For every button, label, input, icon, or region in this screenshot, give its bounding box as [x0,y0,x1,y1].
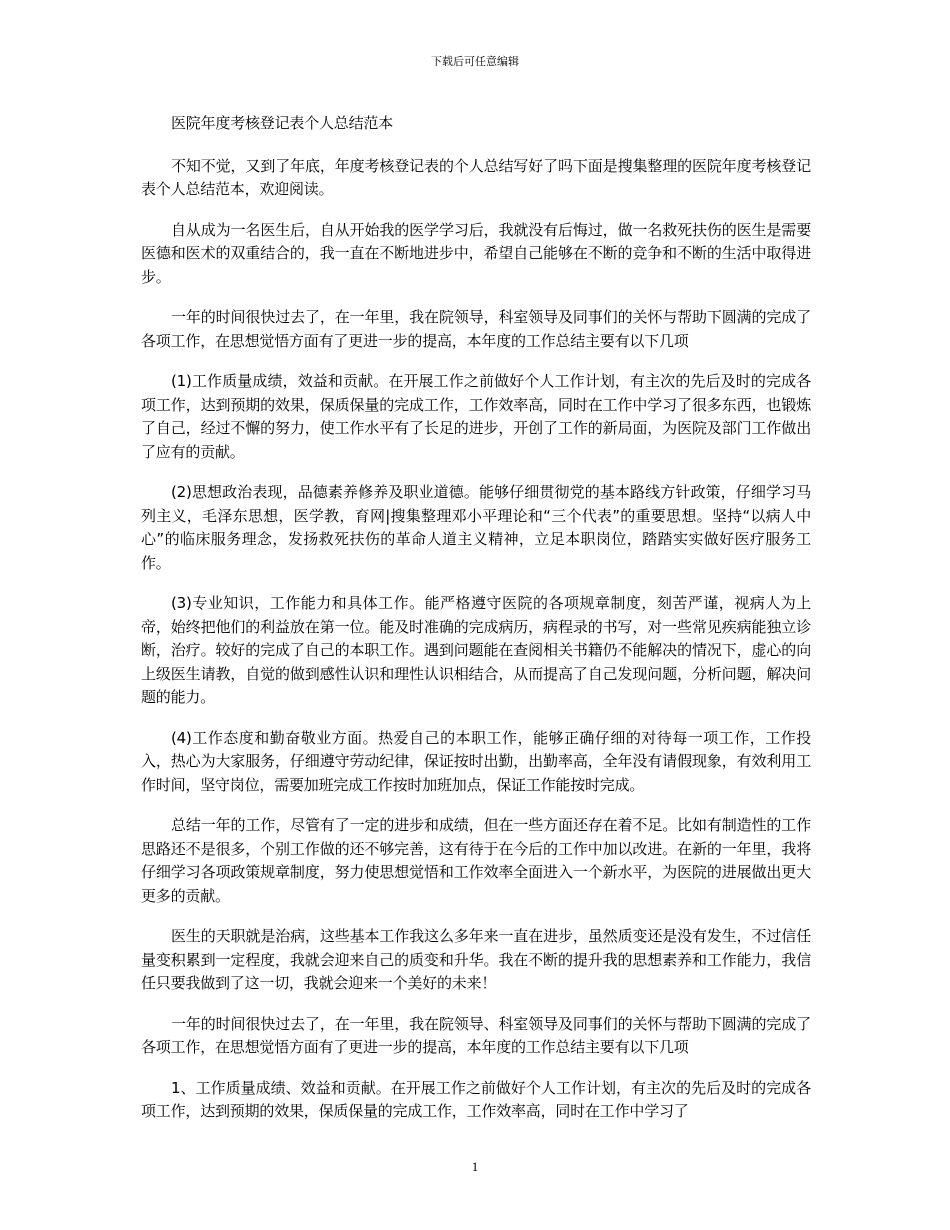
paragraph-intro: 不知不觉，又到了年底，年度考核登记表的个人总结写好了吗下面是搜集整理的医院年度考核登记表个人总结范本，欢迎阅读。 [141,156,811,198]
paragraph-summary: 总结一年的工作，尽管有了一定的进步和成绩，但在一些方面还存在着不足。比如有制造性的工作思路还不是很多，个别工作做的还不够完善，这有待于在今后的工作中加以改进。在新的一年里，我将仔细学习各项政策规章制度，努力使思想觉悟和工作效率全面进入一个新水平，为医院的进展做出更大更多的贡献。 [141,816,811,905]
paragraph-item-3: (3)专业知识，工作能力和具体工作。能严格遵守医院的各项规章制度，刻苦严谨，视病人为上帝，始终把他们的利益放在第一位。能及时准确的完成病历，病程录的书写，对一些常见疾病能独立诊断，治疗。较好的完成了自己的本职工作。遇到问题能在查阅相关书籍仍不能解决的情况下，虚心的向上级医生请教，自觉的做到感性认识和理性认识相结合，从而提高了自己发现问题，分析问题，解决问题的能力。 [141,594,811,706]
paragraph: 自从成为一名医生后，自从开始我的医学学习后，我就没有后悔过，做一名救死扶伤的医生是需要医德和医术的双重结合的，我一直在不断地进步中，希望自己能够在不断的竞争和不断的生活中取得进步。 [141,220,811,286]
paragraph-item-2: (2)思想政治表现，品德素养修养及职业道德。能够仔细贯彻党的基本路线方针政策，仔细学习马列主义，毛泽东思想，医学教，育网|搜集整理邓小平理论和“三个代表”的重要思想。坚持“以病人中心”的临床服务理念，发扬救死扶伤的革命人道主义精神，立足本职岗位，踏踏实实做好医疗服务工作。 [141,483,811,572]
paragraph: 医生的天职就是治病，这些基本工作我这么多年来一直在进步，虽然质变还是没有发生，不过信任量变积累到一定程度，我就会迎来自己的质变和升华。我在不断的提升我的思想素养和工作能力，我信任只要我做到了这一切，我就会迎来一个美好的未来！ [141,927,811,992]
paragraph-item-1: (1)工作质量成绩，效益和贡献。在开展工作之前做好个人工作计划，有主次的先后及时的完成各项工作，达到预期的效果，保质保量的完成工作，工作效率高，同时在工作中学习了很多东西，也锻炼了自己，经过不懈的努力，使工作水平有了长足的进步，开创了工作的新局面，为医院及部门工作做出了应有的贡献。 [141,372,811,461]
paragraph: 1、工作质量成绩、效益和贡献。在开展工作之前做好个人工作计划，有主次的先后及时的完成各项工作，达到预期的效果，保质保量的完成工作，工作效率高，同时在工作中学习了 [141,1078,811,1120]
document-body [141,112,811,1141]
paragraph: 一年的时间很快过去了，在一年里，我在院领导、科室领导及同事们的关怀与帮助下圆满的完成了各项工作，在思想觉悟方面有了更进一步的提高，本年度的工作总结主要有以下几项 [141,1014,811,1056]
document-title: 医院年度考核登记表个人总结范本 [171,114,394,132]
page-header: 下载后可任意编辑 [431,55,519,68]
paragraph: 一年的时间很快过去了，在一年里，我在院领导，科室领导及同事们的关怀与帮助下圆满的完成了各项工作，在思想觉悟方面有了更进一步的提高，本年度的工作总结主要有以下几项 [141,308,811,350]
paragraph-item-4: (4)工作态度和勤奋敬业方面。热爱自己的本职工作，能够正确仔细的对待每一项工作，工作投入，热心为大家服务，仔细遵守劳动纪律，保证按时出勤，出勤率高，全年没有请假现象，有效利用工作时间，坚守岗位，需要加班完成工作按时加班加点，保证工作能按时完成。 [141,728,811,794]
page-number: 1 [471,1159,479,1174]
